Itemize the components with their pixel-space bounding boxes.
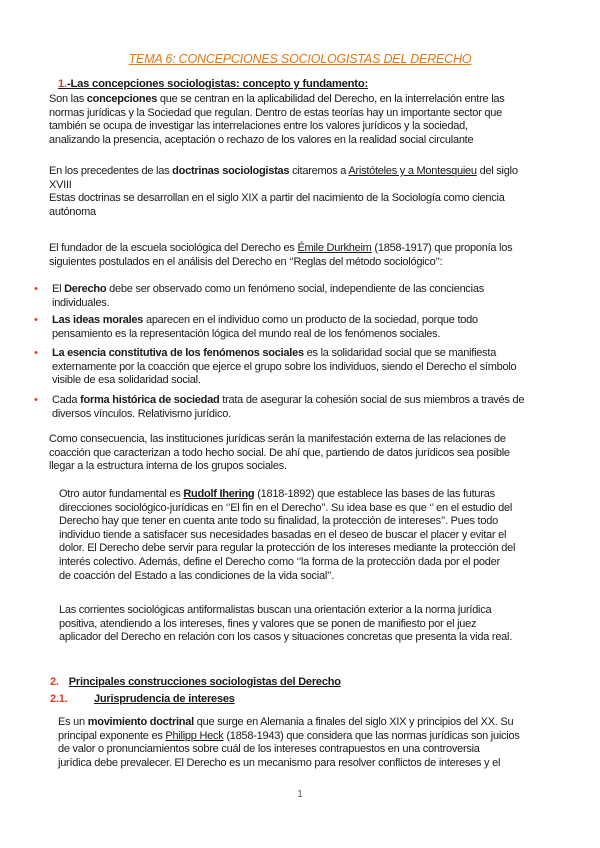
text-line bbox=[49, 242, 512, 256]
bold-term: Las ideas morales bbox=[52, 314, 144, 326]
text-line: de coacción del Estado a las condiciones de la vida social’’. bbox=[59, 569, 335, 582]
section-2-title: Principales construcciones sociologistas del Derecho bbox=[68, 676, 341, 688]
section-2-1-title: Jurisprudencia de intereses bbox=[94, 693, 235, 705]
bold-term: forma histórica de sociedad bbox=[80, 394, 220, 406]
antiformalist-paragraph bbox=[59, 604, 512, 645]
text-run: Cada bbox=[52, 394, 81, 406]
text-line: llegar a la estructura interna de los grupos sociales. bbox=[49, 460, 287, 473]
text-line: Estas doctrinas se desarrollan en el siglo XIX a partir del nacimiento de la Sociología como ciencia bbox=[49, 192, 505, 205]
text-run: que se centran en la aplicabilidad del Derecho, en la interrelación entre las bbox=[157, 93, 505, 105]
section-2-number: 2. bbox=[50, 676, 59, 688]
ihering-paragraph bbox=[59, 488, 515, 583]
text-line bbox=[52, 394, 572, 408]
text-run: principal exponente es bbox=[58, 729, 166, 742]
text-run: citaremos a bbox=[289, 165, 349, 177]
section-2-1-number: 2.1. bbox=[50, 693, 68, 705]
text-run: El bbox=[52, 283, 65, 295]
text-run: Son las bbox=[49, 93, 87, 105]
text-run: En los precedentes de las bbox=[49, 165, 173, 177]
text-line: pensamiento es la representación lógica del mundo real de los fenómenos sociales. bbox=[52, 327, 441, 340]
text-line: individuo tiende a satisfacer sus necesidades basadas en el deseo de buscar el placer y evitar el bbox=[59, 528, 507, 541]
text-run: (1818-1892) que establece las bases de las futuras bbox=[254, 488, 495, 500]
text-line bbox=[59, 488, 515, 502]
text-line: aplicador del Derecho en relación con los casos y situaciones concretas que presenta la vida real. bbox=[59, 631, 513, 644]
text-line: Como consecuencia, las instituciones jurídicas serán la manifestación externa de las relaciones de bbox=[49, 433, 506, 445]
page-title: TEMA 6: CONCEPCIONES SOCIOLOGISTAS DEL DERECHO bbox=[128, 52, 472, 66]
text-line bbox=[58, 716, 548, 730]
text-line: XVIII bbox=[49, 178, 72, 191]
text-line bbox=[52, 283, 572, 297]
text-line: individuales. bbox=[52, 296, 110, 309]
text-line: de valor o pronunciamientos sobre cuál de los intereses contrapuestos en una controversia bbox=[58, 743, 480, 756]
text-line bbox=[49, 93, 505, 107]
text-line: Las corrientes sociológicas antiformalistas buscan una orientación exterior a la norma jurídica bbox=[59, 604, 492, 616]
bold-term: Derecho bbox=[64, 283, 107, 295]
text-line: normas jurídicas y la Sociedad que regulan. Dentro de estas teorías hay un importante sector que bbox=[49, 106, 502, 119]
bullet-icon: • bbox=[34, 347, 38, 359]
text-line: positiva, atendiendo a los intereses, fines y valores que se ponen de manifiesto por el juez bbox=[59, 617, 477, 630]
text-line: interés colectivo. Además, define el Derecho como ‘’la forma de la protección dada por el poder bbox=[59, 555, 500, 568]
underlined-reference: Philipp Heck bbox=[165, 729, 224, 742]
text-line: autónoma bbox=[49, 205, 96, 218]
text-line: dolor. El Derecho debe servir para regular la protección de los intereses mediante la protección del bbox=[59, 542, 516, 555]
text-line: jurídica debe prevalecer. El Derecho es un mecanismo para resolver conflictos de intereses y el bbox=[58, 756, 501, 769]
bullet-icon: • bbox=[34, 314, 38, 326]
text-line: externamente por la coacción que ejerce el grupo sobre los individuos, siendo el Derecho el símbolo bbox=[52, 360, 517, 373]
text-run: que surge en Alemania a finales del siglo XIX y principios del XX. Su bbox=[193, 716, 514, 728]
text-line: también se ocupa de investigar las interrelaciones entre los valores jurídicos y la sociedad, bbox=[49, 120, 468, 133]
bullet-icon: • bbox=[34, 394, 38, 406]
section-1-title: -Las concepciones sociologistas: concepto y fundamento: bbox=[66, 78, 368, 90]
bold-term: movimiento doctrinal bbox=[87, 716, 194, 728]
text-run: Otro autor fundamental es bbox=[59, 488, 184, 500]
text-line: siguientes postulados en el análisis del Derecho en ‘’Reglas del método sociológico’’: bbox=[49, 255, 443, 268]
text-run: es la solidaridad social que se manifiesta bbox=[303, 347, 497, 359]
text-line: coacción que caracterizan a todo hecho social. De ahí que, partiendo de datos jurídicos sea posible bbox=[49, 446, 510, 459]
text-line: direcciones sociológico-jurídicas en ‘’El fin en el Derecho’’. Su idea base es que ‘’ en el estudio del bbox=[59, 501, 513, 514]
section-1-heading bbox=[58, 78, 368, 90]
bold-term: concepciones bbox=[86, 93, 158, 105]
text-run: aparecen en el individuo como un producto de la sociedad, porque todo bbox=[143, 314, 478, 326]
section-1-number: 1. bbox=[58, 78, 67, 90]
text-line bbox=[52, 314, 572, 328]
durkheim-paragraph bbox=[49, 242, 512, 269]
text-run: trata de asegurar la cohesión social de sus miembros a través de bbox=[219, 394, 525, 406]
consequence-paragraph bbox=[49, 433, 510, 474]
jurisprudence-paragraph bbox=[58, 716, 548, 770]
text-line bbox=[49, 165, 518, 179]
text-run: debe ser observado como un fenómeno social, independiente de las conciencias bbox=[106, 283, 484, 295]
text-run: Es un bbox=[58, 716, 88, 728]
text-line: diversos vínculos. Relativismo jurídico. bbox=[52, 407, 231, 420]
section-2-1-heading bbox=[50, 693, 235, 705]
intro-paragraph bbox=[49, 93, 505, 147]
text-run: El fundador de la escuela sociológica del Derecho es bbox=[49, 242, 298, 254]
text-run: (1858-1943) que considera que las normas jurídicas son juicios bbox=[223, 729, 520, 742]
text-line: Derecho hay que tener en cuenta ante todo su finalidad, la protección de intereses’’. Pues todo bbox=[59, 515, 498, 528]
text-line bbox=[52, 347, 572, 361]
underlined-reference: Rudolf Ihering bbox=[183, 488, 255, 500]
text-run: (1858-1917) que proponía los bbox=[371, 242, 513, 254]
bullet-icon: • bbox=[34, 283, 38, 295]
text-line: analizando la presencia, aceptación o rechazo de los valores en la realidad social circulante bbox=[49, 133, 474, 146]
section-2-heading bbox=[50, 676, 341, 688]
text-line bbox=[58, 730, 548, 744]
underlined-reference: Émile Durkheim bbox=[297, 242, 372, 254]
bold-term: La esencia constitutiva de los fenómenos sociales bbox=[52, 347, 304, 359]
text-line: visible de esa solidaridad social. bbox=[52, 374, 201, 387]
bold-term: doctrinas sociologistas bbox=[172, 165, 290, 177]
text-run: del siglo bbox=[476, 165, 518, 177]
page-number: 1 bbox=[297, 789, 303, 800]
precedents-paragraph bbox=[49, 165, 518, 219]
underlined-reference: Aristóteles y a Montesquieu bbox=[348, 165, 477, 177]
